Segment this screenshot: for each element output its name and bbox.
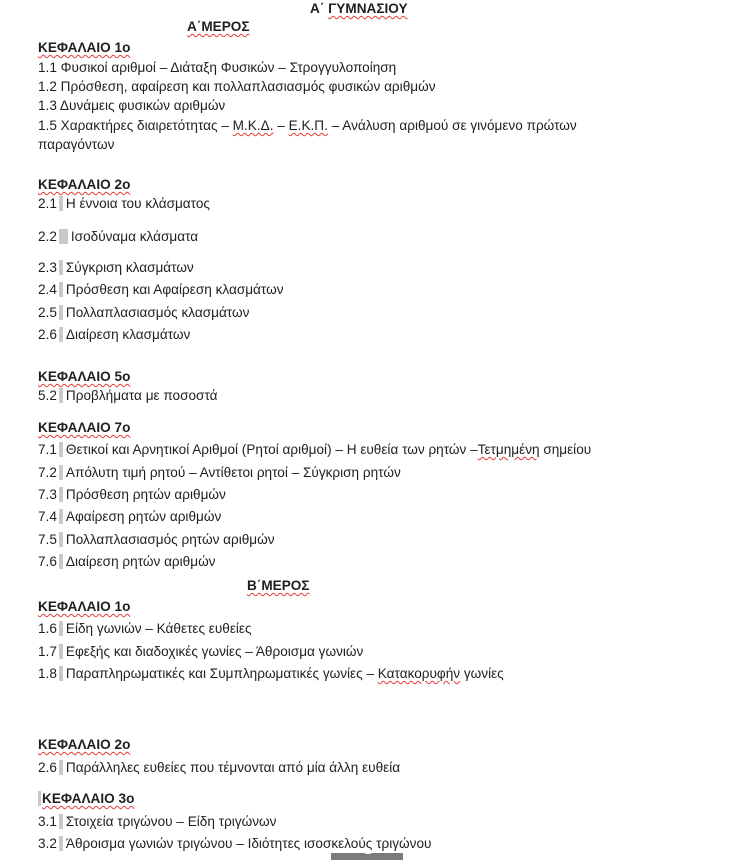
part-a-ch7-item (38, 441, 591, 459)
tab-mark (59, 442, 63, 457)
item-text: Ισοδύναμα κλάσματα (70, 229, 199, 244)
tab-mark (59, 760, 63, 775)
part-a-ch2-item (38, 259, 194, 277)
item-text: Πρόσθεση και Αφαίρεση κλασμάτων (65, 282, 284, 297)
document-title-class: Α΄ (310, 1, 325, 16)
tab-mark (59, 814, 63, 829)
part-a-ch7-item (38, 531, 275, 549)
part-b-chapter-2-heading: ΚΕΦΑΛΑΙΟ 2ο (38, 737, 131, 752)
part-a-heading: Α΄ΜΕΡΟΣ (187, 19, 250, 34)
item-text: Προβλήματα με ποσοστά (65, 388, 218, 403)
part-a-ch1-item-4-ekp: Ε.Κ.Π. (288, 118, 328, 133)
item-text: Αφαίρεση ρητών αριθμών (65, 509, 222, 524)
tab-mark (59, 532, 63, 547)
item-text-misspelled: Κατακορυφήν (377, 666, 461, 681)
item-number: 2.5 (38, 305, 57, 320)
part-a-ch1-item-4-post: – Ανάλυση αριθμού σε γινόμενο πρώτων (327, 118, 577, 133)
part-a-ch2-item (38, 195, 210, 213)
tab-mark (59, 196, 63, 211)
part-a-chapter-2-heading: ΚΕΦΑΛΑΙΟ 2ο (38, 177, 131, 192)
tab-mark (59, 509, 63, 524)
item-number: 1.7 (38, 644, 57, 659)
document-title (310, 0, 408, 18)
part-a-ch2-item (38, 304, 249, 322)
part-a-ch2-item (38, 228, 198, 246)
item-text: Παράλληλες ευθείες που τέμνονται από μία άλλη ευθεία (65, 760, 401, 775)
part-a-ch1-item-4-mkd: Μ.Κ.Δ. (232, 118, 274, 133)
item-text: Απόλυτη τιμή ρητού – Αντίθετοι ρητοί – Σύγκριση ρητών (65, 465, 401, 480)
tab-mark (59, 836, 63, 851)
part-a-ch1-item-4-cont: παραγόντων (38, 137, 115, 152)
part-a-ch1-item-3: 1.3 Δυνάμεις φυσικών αριθμών (38, 98, 226, 113)
item-number: 2.4 (38, 282, 57, 297)
part-a-ch7-item (38, 486, 226, 504)
item-text: Πολλαπλασιασμός κλασμάτων (65, 305, 250, 320)
item-number: 2.3 (38, 260, 57, 275)
part-a-ch1-item-2: 1.2 Πρόσθεση, αφαίρεση και πολλαπλασιασμός φυσικών αριθμών (38, 79, 436, 94)
item-number: 3.1 (38, 814, 57, 829)
tab-mark (59, 644, 63, 659)
item-number: 1.6 (38, 621, 57, 636)
item-text: Στοιχεία τριγώνου – Είδη τριγώνων (65, 814, 277, 829)
tab-mark (59, 621, 63, 636)
item-text-end: γωνίες (460, 666, 504, 681)
item-text-end: σημείου (539, 442, 592, 457)
item-number: 3.2 (38, 836, 57, 851)
tab-mark (38, 791, 41, 806)
part-a-chapter-1-heading: ΚΕΦΑΛΑΙΟ 1ο (38, 40, 131, 55)
tab-mark (59, 666, 63, 681)
tab-mark (59, 260, 63, 275)
part-a-ch2-item (38, 281, 284, 299)
item-text: Διαίρεση κλασμάτων (65, 327, 191, 342)
part-b-ch3-item (38, 813, 276, 831)
item-text: Σύγκριση κλασμάτων (65, 260, 194, 275)
part-a-ch7-item (38, 553, 215, 571)
item-number: 7.3 (38, 487, 57, 502)
tab-mark (59, 487, 63, 502)
chapter-heading-text: ΚΕΦΑΛΑΙΟ 3ο (42, 791, 135, 806)
tab-mark (59, 229, 68, 244)
document-title-school: ΓΥΜΝΑΣΙΟΥ (328, 1, 408, 16)
tab-mark (59, 282, 63, 297)
part-a-ch7-item (38, 464, 401, 482)
part-a-chapter-7-heading: ΚΕΦΑΛΑΙΟ 7ο (38, 420, 131, 435)
part-a-ch1-item-4-mid: – (273, 118, 289, 133)
item-text: Εφεξής και διαδοχικές γωνίες – Άθροισμα γωνιών (65, 644, 364, 659)
item-text: Πρόσθεση ρητών αριθμών (65, 487, 226, 502)
part-b-ch1-item (38, 665, 504, 683)
item-text: Η έννοια του κλάσματος (65, 196, 210, 211)
part-b-ch2-item (38, 759, 400, 777)
part-b-chapter-1-heading: ΚΕΦΑΛΑΙΟ 1ο (38, 599, 131, 614)
part-b-ch1-item (38, 643, 363, 661)
tab-mark (59, 327, 63, 342)
item-text: Άθροισμα γωνιών τριγώνου – Ιδιότητες ισοσκελούς τριγώνου (65, 836, 432, 851)
item-number: 2.6 (38, 327, 57, 342)
item-number: 7.6 (38, 554, 57, 569)
item-number: 7.4 (38, 509, 57, 524)
item-number: 7.1 (38, 442, 57, 457)
part-a-ch1-item-4-pre: 1.5 Χαρακτήρες διαιρετότητας – (38, 118, 233, 133)
item-text: Θετικοί και Αρνητικοί Αριθμοί (Ρητοί αριθμοί) – Η ευθεία των ρητών – (65, 442, 478, 457)
part-a-ch1-item-1: 1.1 Φυσικοί αριθμοί – Διάταξη Φυσικών – Στρογγυλοποίηση (38, 60, 397, 75)
item-number: 1.8 (38, 666, 57, 681)
part-b-ch1-item (38, 620, 252, 638)
tab-mark (59, 465, 63, 480)
item-number: 7.5 (38, 532, 57, 547)
tab-mark (59, 554, 63, 569)
item-text: Πολλαπλασιασμός ρητών αριθμών (65, 532, 275, 547)
item-text-misspelled: Τετμημένη (477, 442, 540, 457)
item-number: 5.2 (38, 388, 57, 403)
item-text: Διαίρεση ρητών αριθμών (65, 554, 216, 569)
part-a-ch5-item (38, 387, 218, 405)
tab-mark (59, 388, 63, 403)
part-a-ch7-item (38, 508, 221, 526)
item-number: 2.1 (38, 196, 57, 211)
tab-mark (59, 305, 63, 320)
item-number: 7.2 (38, 465, 57, 480)
part-a-ch2-item (38, 326, 190, 344)
item-text: Είδη γωνιών – Κάθετες ευθείες (65, 621, 252, 636)
chevron-up-icon (365, 853, 371, 857)
part-a-ch1-item-4 (38, 117, 577, 135)
part-b-ch3-item (38, 835, 431, 853)
item-text: Παραπληρωματικές και Συμπληρωματικές γωνίες – (65, 666, 378, 681)
item-number: 2.6 (38, 760, 57, 775)
part-a-chapter-5-heading: ΚΕΦΑΛΑΙΟ 5ο (38, 369, 131, 384)
item-number: 2.2 (38, 229, 57, 244)
part-b-chapter-3-heading (38, 790, 134, 808)
part-b-heading: Β΄ΜΕΡΟΣ (247, 578, 310, 593)
